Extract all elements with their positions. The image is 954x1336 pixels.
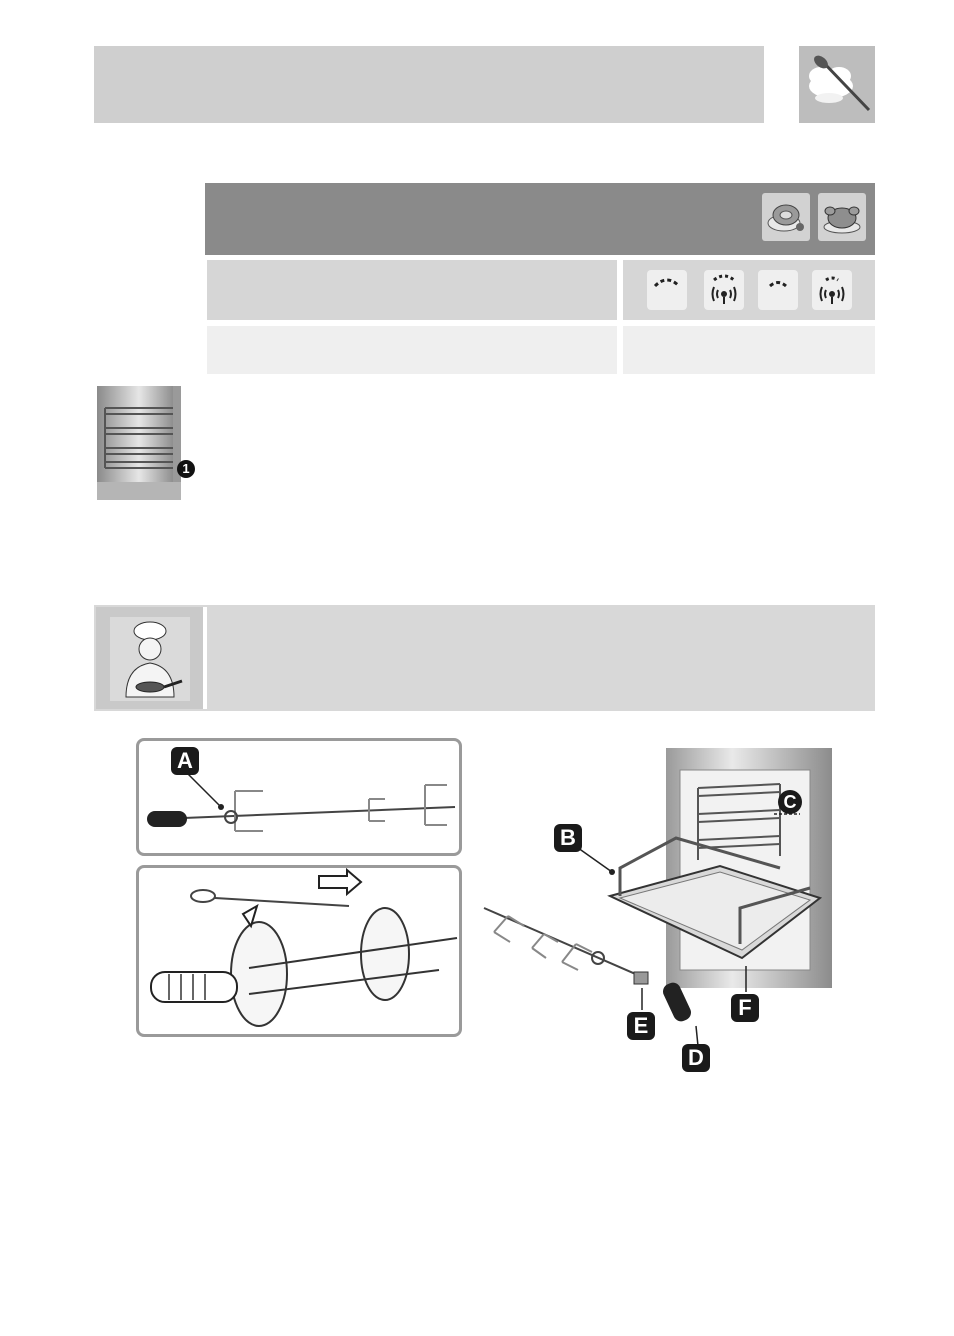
fan-grill-icon <box>812 270 852 310</box>
oven-rotisserie-diagram <box>480 748 840 1078</box>
diagram-label-b: B <box>554 824 582 852</box>
table-row-2-label-cell <box>207 326 617 374</box>
roast-meat-icon <box>762 193 810 241</box>
diagram-label-c: C <box>778 790 802 814</box>
tip-box <box>94 605 875 711</box>
shelf-level-badge: 1 <box>177 460 195 478</box>
table-row-1-label-cell <box>207 260 617 320</box>
header-band <box>94 46 764 123</box>
small-grill-icon <box>758 270 798 310</box>
diagram-label-e: E <box>627 1012 655 1040</box>
grill-fan-icon <box>704 270 744 310</box>
spoon-chef-hat-icon <box>799 46 875 123</box>
diagram-panel-a <box>136 738 462 856</box>
oven-shelf-image <box>97 386 191 500</box>
chef-cooking-icon <box>96 607 207 709</box>
diagram-panel-assembly <box>136 865 462 1037</box>
diagram-label-a: A <box>171 747 199 775</box>
top-element-icon <box>647 270 687 310</box>
roast-chicken-icon <box>818 193 866 241</box>
diagram-label-d: D <box>682 1044 710 1072</box>
diagram-label-f: F <box>731 994 759 1022</box>
table-row-2-value-cell <box>623 326 875 374</box>
